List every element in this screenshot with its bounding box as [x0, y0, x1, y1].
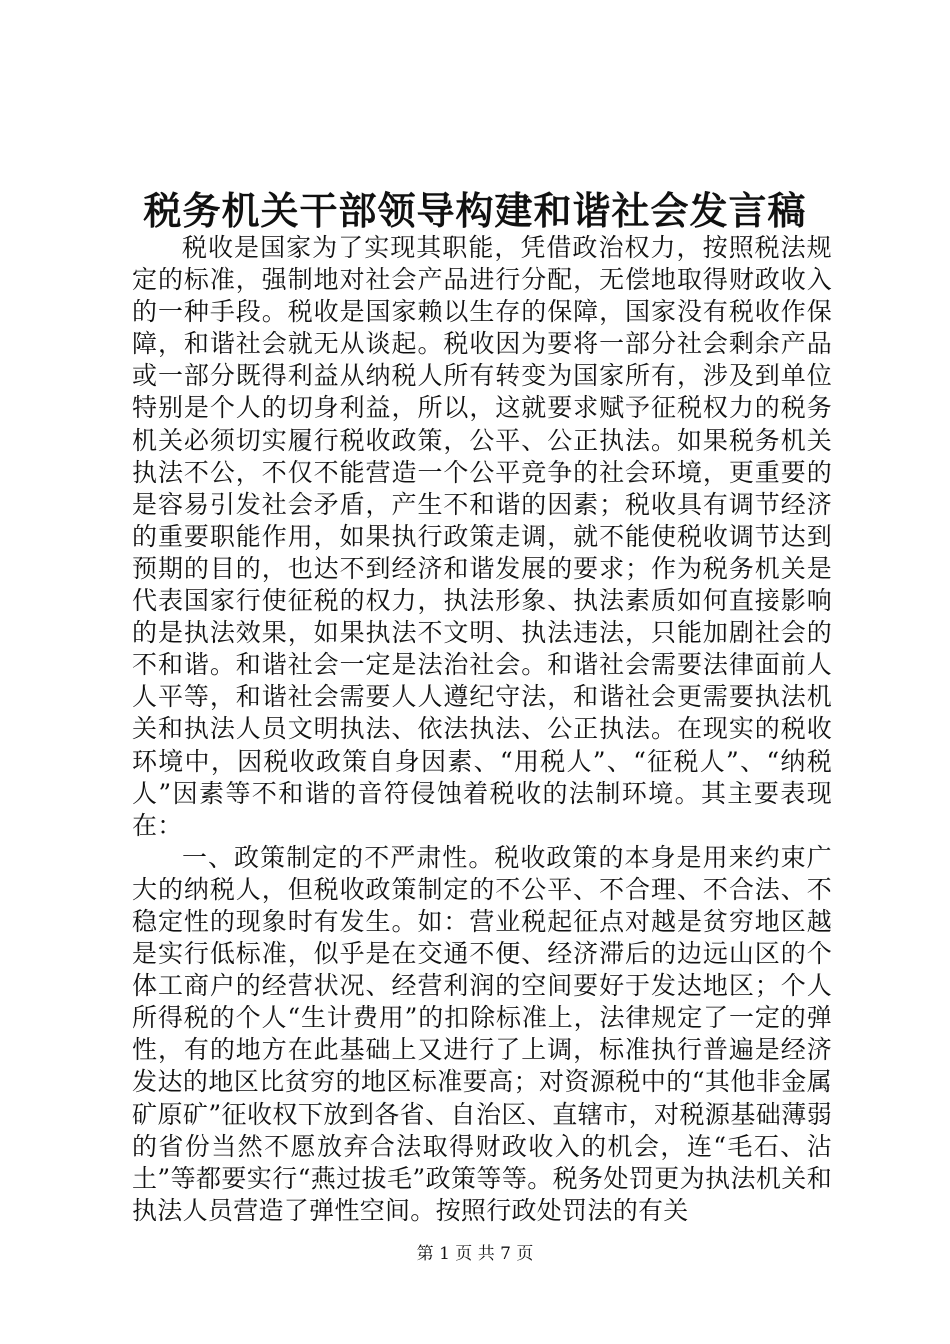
paragraph-intro: 税收是国家为了实现其职能，凭借政治权力，按照税法规定的标准，强制地对社会产品进行分配，无偿地取得财政收入的一种手段。税收是国家赖以生存的保障，国家没有税收作保障，和谐社会就无从谈起。税收因为要将一部分社会剩余产品或一部分既得利益从纳税人所有转变为国家所有，涉及到单位特别是个人的切身利益，所以，这就要求赋予征税权力的税务机关必须切实履行税收政策，公平、公正执法。如果税务机关执法不公，不仅不能营造一个公平竞争的社会环境，更重要的是容易引发社会矛盾，产生不和谐的因素；税收具有调节经济的重要职能作用，如果执行政策走调，就不能使税收调节达到预期的目的，也达不到经济和谐发展的要求；作为税务机关是代表国家行使征税的权力，执法形象、执法素质如何直接影响的是执法效果，如果执法不文明、执法违法，只能加剧社会的不和谐。和谐社会一定是法治社会。和谐社会需要法律面前人人平等，和谐社会需要人人遵纪守法，和谐社会更需要执法机关和执法人员文明执法、依法执法、公正执法。在现实的税收环境中，因税收政策自身因素、“用税人”、“征税人”、“纳税人”因素等不和谐的音符侵蚀着税收的法制环境。其主要表现在：	[132, 233, 832, 840]
document-title: 税务机关干部领导构建和谐社会发言稿	[143, 188, 807, 233]
paragraph-policy: 一、政策制定的不严肃性。税收政策的本身是用来约束广大的纳税人，但税收政策制定的不公平、不合理、不合法、不稳定性的现象时有发生。如：营业税起征点对越是贫穷地区越是实行低标准，似乎是在交通不便、经济滞后的边远山区的个体工商户的经营状况、经营利润的空间要好于发达地区；个人所得税的个人“生计费用”的扣除标准上，法律规定了一定的弹性，有的地方在此基础上又进行了上调，标准执行普遍是经济发达的地区比贫穷的地区标准要高；对资源税中的“其他非金属矿原矿”征收权下放到各省、自治区、直辖市，对税源基础薄弱的省份当然不愿放弃合法取得财政收入的机会，连“毛石、沾土”等都要实行“燕过拔毛”政策等等。税务处罚更为执法机关和执法人员营造了弹性空间。按照行政处罚法的有关	[132, 842, 832, 1225]
page-number-footer: 第 1 页 共 7 页	[416, 1244, 534, 1264]
document-body	[132, 232, 832, 1227]
